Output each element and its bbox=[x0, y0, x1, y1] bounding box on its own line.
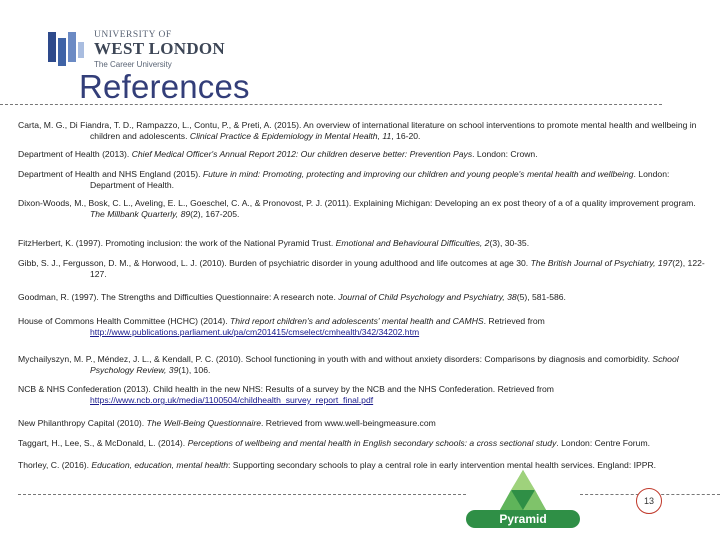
reference-source-title: Journal of Child Psychology and Psychiatry, 38 bbox=[338, 292, 517, 302]
logo-line-west-london: WEST LONDON bbox=[94, 39, 225, 58]
reference-entry bbox=[18, 149, 708, 160]
reference-text: Carta, M. G., Di Fiandra, T. D., Rampazzo, L., Contu, P., & Preti, A. (2015). An overview of international literature on school interventions to promote mental health and wellbeing in children and adolescents. bbox=[18, 120, 697, 141]
reference-entry bbox=[18, 438, 708, 449]
reference-entry bbox=[18, 238, 708, 249]
reference-entry bbox=[18, 292, 708, 303]
reference-text: FitzHerbert, K. (1997). Promoting inclusion: the work of the National Pyramid Trust. bbox=[18, 238, 336, 248]
reference-text: NCB & NHS Confederation (2013). Child health in the new NHS: Results of a survey by the NCB and the NHS Confederation. Retrieved from bbox=[18, 384, 554, 394]
reference-text: New Philanthropy Capital (2010). bbox=[18, 418, 147, 428]
reference-source-title: The Well-Being Questionnaire bbox=[146, 418, 261, 428]
reference-text: Thorley, C. (2016). bbox=[18, 460, 92, 470]
logo-line-career-university: The Career University bbox=[94, 60, 172, 69]
reference-entry bbox=[18, 316, 708, 338]
pyramid-logo-icon bbox=[466, 468, 580, 516]
reference-entry bbox=[18, 460, 708, 471]
reference-text-tail: . London: Centre Forum. bbox=[556, 438, 650, 448]
reference-text-tail: (2), 122-127. bbox=[90, 258, 705, 279]
reference-source-title: Emotional and Behavioural Difficulties, 2 bbox=[335, 238, 490, 248]
reference-source-title: The British Journal of Psychiatry, 197 bbox=[530, 258, 673, 268]
reference-text: Mychailyszyn, M. P., Méndez, J. L., & Kendall, P. C. (2010). School functioning in youth with and without anxiety disorders: Comparisons by diagnosis and comorbidity. bbox=[18, 354, 653, 364]
reference-link[interactable]: https://www.ncb.org.uk/media/1100504/childhealth_survey_report_final.pdf bbox=[90, 395, 374, 405]
reference-text: Taggart, H., Lee, S., & McDonald, L. (2014). bbox=[18, 438, 188, 448]
reference-text-tail: (1), 106. bbox=[178, 365, 211, 375]
reference-source-title: Future in mind: Promoting, protecting and improving our children and young people's mental health and wellbeing bbox=[202, 169, 634, 179]
reference-text-tail: . Retrieved from bbox=[483, 316, 545, 326]
pyramid-logo bbox=[466, 468, 580, 532]
reference-source-title: Education, education, mental health bbox=[91, 460, 229, 470]
reference-text-tail: (3), 30-35. bbox=[489, 238, 530, 248]
pyramid-logo-label: Pyramid bbox=[466, 510, 580, 528]
reference-entry bbox=[18, 418, 708, 429]
reference-text: Dixon-Woods, M., Bosk, C. L., Aveling, E. L., Goeschel, C. A., & Pronovost, P. J. (2011). Explaining Michigan: Developing an ex post theory of a of a quality improvement program. bbox=[18, 198, 696, 208]
reference-text-tail: (5), 581-586. bbox=[516, 292, 566, 302]
reference-text-tail: (2), 167-205. bbox=[190, 209, 240, 219]
reference-entry bbox=[18, 120, 708, 142]
page-number: 13 bbox=[636, 488, 662, 514]
reference-source-title: The Millbank Quarterly, 89 bbox=[90, 209, 191, 219]
reference-text-tail: : Supporting secondary schools to play a central role in early intervention mental health services. England: IPPR. bbox=[228, 460, 657, 470]
reference-text: Department of Health and NHS England (2015). bbox=[18, 169, 203, 179]
reference-text-tail: . Retrieved from www.well-beingmeasure.com bbox=[260, 418, 436, 428]
page-title: References bbox=[79, 68, 250, 105]
reference-entry bbox=[18, 198, 708, 220]
uwl-logo-mark-icon bbox=[44, 28, 86, 70]
reference-text: Goodman, R. (1997). The Strengths and Difficulties Questionnaire: A research note. bbox=[18, 292, 339, 302]
reference-text: House of Commons Health Committee (HCHC) (2014). bbox=[18, 316, 231, 326]
footer-divider-left bbox=[18, 494, 466, 495]
reference-source-title: Perceptions of wellbeing and mental health in English secondary schools: a cross sectional study bbox=[187, 438, 557, 448]
reference-source-title: Third report children's and adolescents' mental health and CAMHS bbox=[230, 316, 484, 326]
reference-source-title: School Psychology Review, 39 bbox=[90, 354, 679, 375]
reference-entry bbox=[18, 384, 708, 406]
reference-link[interactable]: http://www.publications.parliament.uk/pa/cm201415/cmselect/cmhealth/342/34202.htm bbox=[90, 327, 420, 337]
reference-text-tail: , 16-20. bbox=[391, 131, 421, 141]
reference-entry bbox=[18, 258, 708, 280]
reference-text-tail: . London: Crown. bbox=[472, 149, 538, 159]
reference-text: Department of Health (2013). bbox=[18, 149, 132, 159]
reference-entry bbox=[18, 354, 708, 376]
logo-line-university-of: UNIVERSITY OF bbox=[94, 30, 172, 40]
title-divider bbox=[0, 104, 662, 105]
reference-text: Gibb, S. J., Fergusson, D. M., & Horwood, L. J. (2010). Burden of psychiatric disorder in young adulthood and life outcomes at age 30. bbox=[18, 258, 531, 268]
reference-text-tail: . London: Department of Health. bbox=[90, 169, 670, 190]
reference-source-title: Chief Medical Officer's Annual Report 2012: Our children deserve better: Prevention Pays bbox=[131, 149, 473, 159]
reference-source-title: Clinical Practice & Epidemiology in Mental Health, 11 bbox=[189, 131, 392, 141]
reference-entry bbox=[18, 169, 708, 191]
